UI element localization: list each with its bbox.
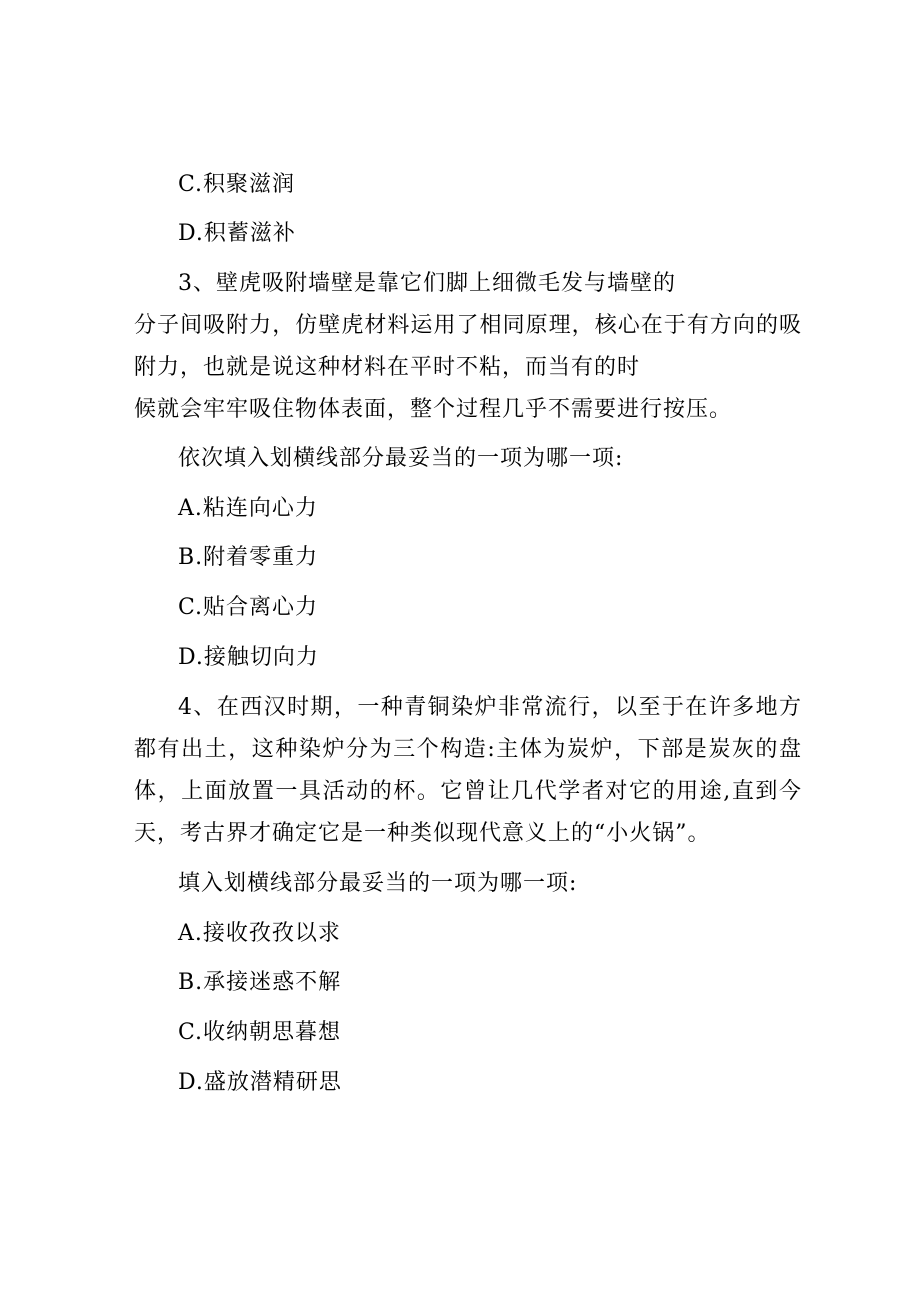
q3-option-b: B.附着零重力 [178, 545, 319, 570]
q2-option-d: D.积蓄滋补 [178, 221, 296, 246]
q4-option-b: B.承接迷惑不解 [178, 970, 342, 995]
q4-stem-line-2: 都有出土，这种染炉分为三个构造:主体为炭炉，下部是炭灰的盘 [134, 737, 802, 762]
q4-stem-line-3: 体，上面放置一具活动的杯。它曾让几代学者对它的用途,直到今 [134, 779, 802, 804]
q2-option-c: C.积聚滋润 [178, 172, 296, 197]
q3-stem-line-3: 附力，也就是说这种材料在平时不粘，而当有的时 [134, 355, 641, 380]
q4-option-d: D.盛放潜精研思 [178, 1070, 342, 1095]
q4-stem-line-1: 4、在西汉时期，一种青铜染炉非常流行，以至于在许多地方 [178, 695, 802, 720]
q4-prompt: 填入划横线部分最妥当的一项为哪一项: [178, 871, 578, 896]
q3-stem-line-2: 分子间吸附力，仿壁虎材料运用了相同原理，核心在于有方向的吸 [134, 313, 802, 338]
q3-option-d: D.接触切向力 [178, 645, 319, 670]
q4-option-c: C.收纳朝思暮想 [178, 1020, 342, 1045]
q3-prompt: 依次填入划横线部分最妥当的一项为哪一项: [178, 446, 624, 471]
q4-option-a: A.接收孜孜以求 [178, 921, 341, 946]
q3-option-c: C.贴合离心力 [178, 595, 319, 620]
q3-option-a: A.粘连向心力 [178, 496, 318, 521]
q4-stem-line-4: 天，考古界才确定它是一种类似现代意义上的“小火锅”。 [134, 821, 711, 846]
q3-stem-line-1: 3、壁虎吸附墙壁是靠它们脚上细微毛发与墙壁的 [178, 271, 676, 296]
q3-stem-line-4: 候就会牢牢吸住物体表面，整个过程几乎不需要进行按压。 [134, 397, 733, 422]
